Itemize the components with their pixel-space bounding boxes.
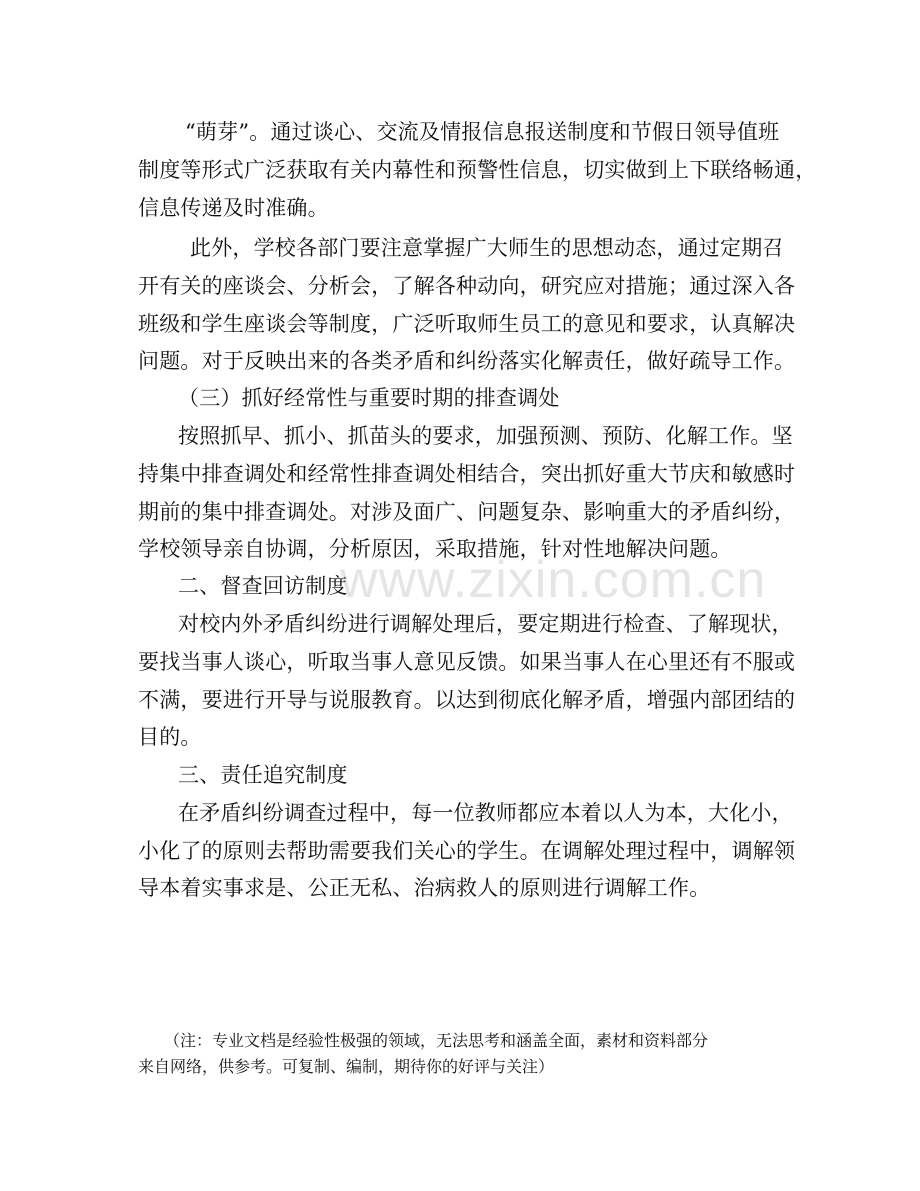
watermark: www.zixin.com.cn	[340, 551, 767, 609]
text-line: 班级和学生座谈会等制度，广泛听取师生员工的意见和要求，认真解决	[138, 312, 796, 336]
text-line: 期前的集中排查调处。对涉及面广、问题复杂、影响重大的矛盾纠纷，	[138, 500, 796, 524]
footnote-line: （注：专业文档是经验性极强的领域，无法思考和涵盖全面，素材和资料部分	[164, 1031, 709, 1050]
text-line: 学校领导亲自协调，分析原因，采取措施，针对性地解决问题。	[138, 537, 732, 561]
text-line: 开有关的座谈会、分析会，了解各种动向，研究应对措施；通过深入各	[138, 274, 796, 298]
text-line: 不满，要进行开导与说服教育。以达到彻底化解矛盾，增强内部团结的	[138, 688, 796, 712]
text-line: 持集中排查调处和经常性排查调处相结合，突出抓好重大节庆和敏感时	[138, 462, 796, 486]
text-line: 制度等形式广泛获取有关内幕性和预警性信息，切实做到上下联络畅通，	[138, 158, 817, 182]
text-line: 在矛盾纠纷调查过程中，每一位教师都应本着以人为本，大化小，	[178, 801, 793, 825]
text-line: 要找当事人谈心，听取当事人意见反馈。如果当事人在心里还有不服或	[138, 650, 796, 674]
text-line: 导本着实事求是、公正无私、治病救人的原则进行调解工作。	[138, 876, 711, 900]
text-line: “萌芽”。通过谈心、交流及情报信息报送制度和节假日领导值班	[185, 120, 780, 144]
text-line: 目的。	[138, 725, 202, 749]
text-line: 此外，学校各部门要注意掌握广大师生的思想动态，通过定期召	[190, 236, 784, 260]
text-line: 对校内外矛盾纠纷进行调解处理后，要定期进行检查、了解现状，	[178, 612, 793, 636]
text-line: 问题。对于反映出来的各类矛盾和纠纷落实化解责任，做好疏导工作。	[138, 349, 796, 373]
text-line: 小化了的原则去帮助需要我们关心的学生。在调解处理过程中，调解领	[138, 839, 796, 863]
section-heading: 三、责任追究制度	[178, 763, 348, 787]
footnote-line: 来自网络，供参考。可复制、编制，期待你的好评与关注）	[138, 1057, 555, 1076]
text-line: 按照抓早、抓小、抓苗头的要求，加强预测、预防、化解工作。坚	[178, 424, 793, 448]
text-line: 信息传递及时准确。	[138, 196, 329, 220]
section-heading: 二、督查回访制度	[178, 574, 348, 598]
section-heading: （三）抓好经常性与重要时期的排查调处	[178, 386, 560, 410]
